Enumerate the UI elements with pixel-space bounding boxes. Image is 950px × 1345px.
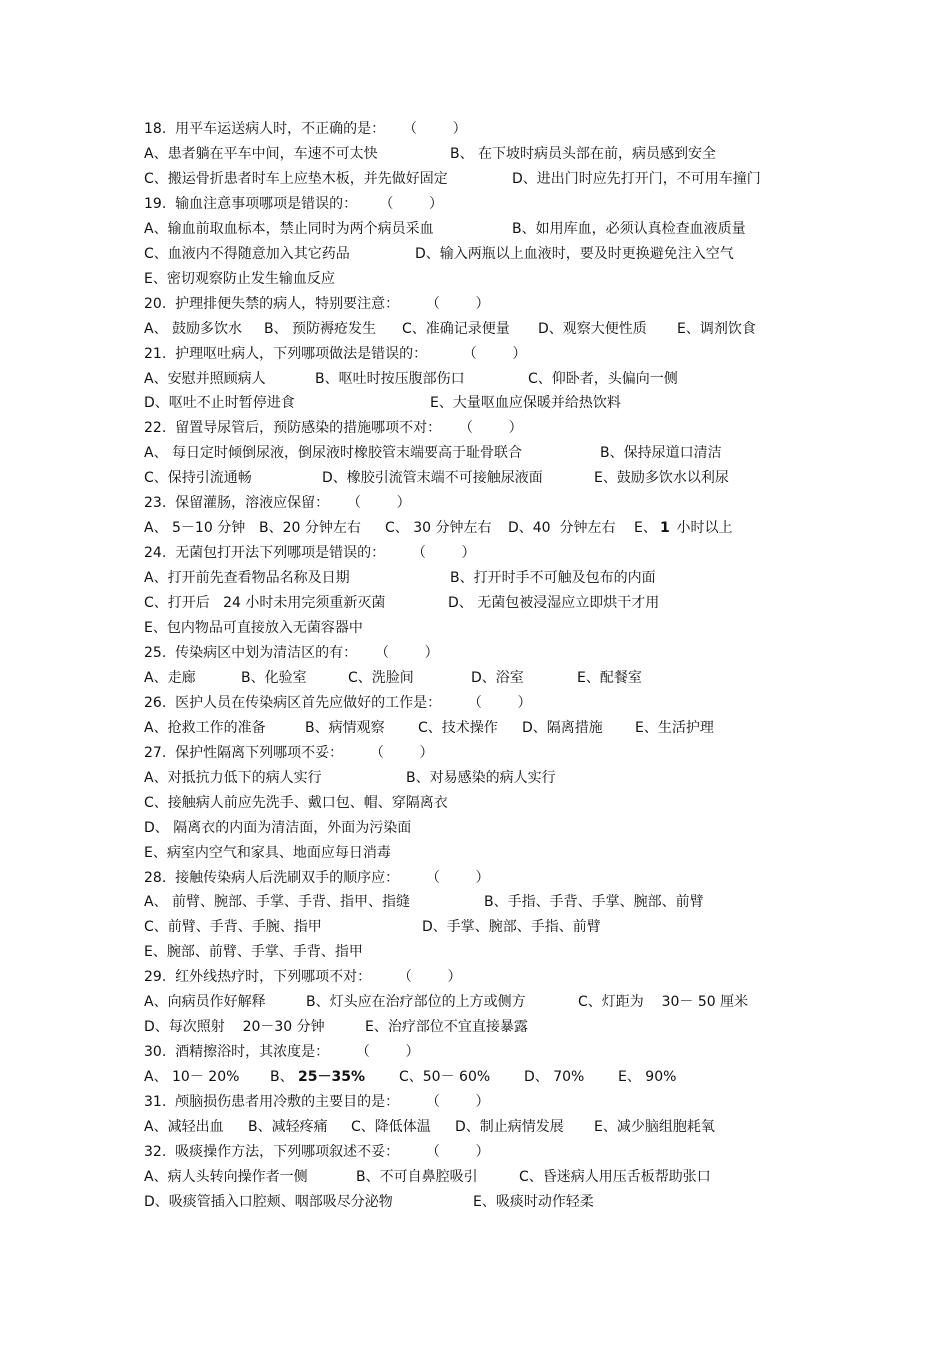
option-text: B、如用库血，必须认真检查血液质量	[512, 220, 746, 237]
option-text: C、技术操作	[418, 719, 498, 736]
option-text: C、降低体温	[351, 1119, 431, 1135]
line-text: A、安慰并照顾病人	[144, 370, 266, 387]
option-text: D、 70%	[524, 1069, 585, 1086]
line-text: C、接触病人前应先洗手、戴口包、帽、穿隔离衣	[144, 794, 448, 811]
line-text: A、走廊	[144, 669, 196, 686]
option-text: B、保持尿道口清洁	[600, 445, 722, 462]
line-text: 18. 用平车运送病人时，不正确的是： （ ）	[144, 121, 467, 137]
line-text: C、打开后 24 小时未用完须重新灭菌	[144, 595, 386, 612]
line-text: C、保持引流通畅	[144, 470, 252, 487]
option-text: C、50－ 60%	[399, 1069, 491, 1086]
option-text: D、隔离措施	[522, 719, 603, 736]
option-text: B、不可自鼻腔吸引	[356, 1168, 478, 1185]
option-text: D、手掌、腕部、手指、前臂	[422, 919, 601, 936]
option-text: 1	[660, 520, 670, 537]
option-text: B、 预防褥疮发生	[264, 320, 377, 337]
option-text: E、鼓励多饮水以利尿	[594, 470, 729, 487]
option-text: C、昏迷病人用压舌板帮助张口	[519, 1168, 711, 1185]
option-text: E、配餐室	[577, 669, 642, 686]
line-text: A、病人头转向操作者一侧	[144, 1168, 308, 1185]
line-text: 32. 吸痰操作方法，下列哪项叙述不妥： （ ）	[144, 1143, 490, 1160]
line-text: A、 每日定时倾倒尿液，倒尿液时橡胶管末端要高于耻骨联合	[144, 445, 523, 462]
line-text: A、打开前先查看物品名称及日期	[144, 570, 350, 587]
line-text: 25. 传染病区中划为清洁区的有： （ ）	[144, 644, 439, 661]
option-text: E、减少脑组胞耗氧	[594, 1119, 715, 1135]
line-text: 27. 保护性隔离下列哪项不妥： （ ）	[144, 744, 434, 761]
option-text: E、生活护理	[635, 719, 714, 736]
line-text: 21. 护理呕吐病人，下列哪项做法是错误的： （ ）	[144, 345, 527, 362]
option-text: D、 无菌包被浸湿应立即烘干才用	[448, 595, 660, 612]
option-text: D、制止病情发展	[455, 1119, 564, 1135]
option-text: D、40 分钟左右	[508, 520, 616, 537]
line-text: E、密切观察防止发生输血反应	[144, 270, 335, 287]
option-text: E、治疗部位不宜直接暴露	[365, 1019, 528, 1036]
line-text: A、 10－ 20%	[144, 1069, 240, 1086]
option-text: E、	[634, 520, 657, 537]
line-text: C、前臂、手背、手腕、指甲	[144, 919, 322, 936]
option-text: B、 在下坡时病员头部在前，病员感到安全	[450, 145, 717, 162]
option-text: C、洗脸间	[348, 669, 414, 686]
line-text: D、吸痰管插入口腔颊、咽部吸尽分泌物	[144, 1193, 393, 1210]
option-text: B、手指、手背、手掌、腕部、前臂	[484, 894, 704, 911]
option-text: D、橡胶引流管末端不可接触尿液面	[322, 470, 543, 487]
line-text: A、输血前取血标本，禁止同时为两个病员采血	[144, 220, 434, 237]
option-text: B、打开时手不可触及包布的内面	[450, 570, 656, 587]
line-text: C、血液内不得随意加入其它药品	[144, 245, 350, 262]
option-text: B、呕吐时按压腹部伤口	[315, 370, 465, 387]
option-text: D、输入两瓶以上血液时，要及时更换避免注入空气	[415, 245, 734, 262]
option-text: D、浴室	[471, 669, 524, 686]
line-text: 22. 留置导尿管后，预防感染的措施哪项不对： （ ）	[144, 420, 523, 437]
option-text: B、	[270, 1069, 294, 1086]
line-text: 23. 保留灌肠，溶液应保留： （ ）	[144, 495, 411, 512]
line-text: D、每次照射 20－30 分钟	[144, 1019, 325, 1036]
option-text: B、对易感染的病人实行	[406, 769, 556, 786]
line-text: 29. 红外线热疗时，下列哪项不对： （ ）	[144, 969, 462, 986]
line-text: 28. 接触传染病人后洗刷双手的顺序应： （ ）	[144, 869, 490, 886]
line-text: 24. 无菌包打开法下列哪项是错误的： （ ）	[144, 545, 476, 562]
option-text: B、20 分钟左右	[259, 520, 361, 537]
line-text: E、包内物品可直接放入无菌容器中	[144, 620, 363, 636]
option-text: D、观察大便性质	[538, 320, 647, 337]
line-text: A、抢救工作的准备	[144, 719, 266, 736]
option-text: B、病情观察	[305, 719, 385, 736]
option-text: C、仰卧者，头偏向一侧	[528, 370, 678, 387]
option-text: E、大量呕血应保暖并给热饮料	[430, 395, 621, 412]
line-text: A、患者躺在平车中间，车速不可太快	[144, 145, 378, 162]
line-text: A、 前臂、腕部、手掌、手背、指甲、指缝	[144, 894, 411, 911]
option-text: C、准确记录便量	[402, 320, 510, 337]
option-text: E、 90%	[618, 1069, 677, 1086]
option-text: 小时以上	[672, 520, 733, 537]
option-text: B、化验室	[241, 669, 307, 686]
line-text: A、减轻出血	[144, 1119, 224, 1135]
option-text: C、 30 分钟左右	[385, 520, 492, 537]
line-text: C、搬运骨折患者时车上应垫木板，并先做好固定	[144, 170, 448, 187]
line-text: A、对抵抗力低下的病人实行	[144, 769, 322, 786]
line-text: A、 5－10 分钟	[144, 520, 246, 537]
line-text: A、 鼓励多饮水	[144, 320, 243, 337]
option-text: E、调剂饮食	[677, 320, 756, 337]
option-text: C、灯距为 30－ 50 厘米	[578, 994, 749, 1011]
option-text: D、进出门时应先打开门，不可用车撞门	[512, 170, 761, 187]
option-text: B、减轻疼痛	[248, 1119, 328, 1135]
line-text: 19. 输血注意事项哪项是错误的： （ ）	[144, 195, 444, 212]
line-text: D、呕吐不止时暂停进食	[144, 395, 295, 412]
line-text: 30. 酒精擦浴时，其浓度是： （ ）	[144, 1044, 420, 1061]
line-text: 20. 护理排便失禁的病人，特别要注意： （ ）	[144, 295, 490, 312]
line-text: 31. 颅脑损伤患者用冷敷的主要目的是： （ ）	[144, 1094, 490, 1111]
line-text: A、向病员作好解释	[144, 994, 266, 1011]
line-text: E、腕部、前臂、手掌、手背、指甲	[144, 944, 363, 961]
option-text: E、吸痰时动作轻柔	[473, 1193, 594, 1210]
line-text: 26. 医护人员在传染病区首先应做好的工作是： （ ）	[144, 694, 532, 711]
option-text: B、灯头应在治疗部位的上方或侧方	[306, 994, 526, 1011]
option-text: 25－35%	[298, 1069, 365, 1086]
line-text: D、 隔离衣的内面为清洁面，外面为污染面	[144, 819, 412, 836]
line-text: E、病室内空气和家具、地面应每日消毒	[144, 844, 391, 861]
